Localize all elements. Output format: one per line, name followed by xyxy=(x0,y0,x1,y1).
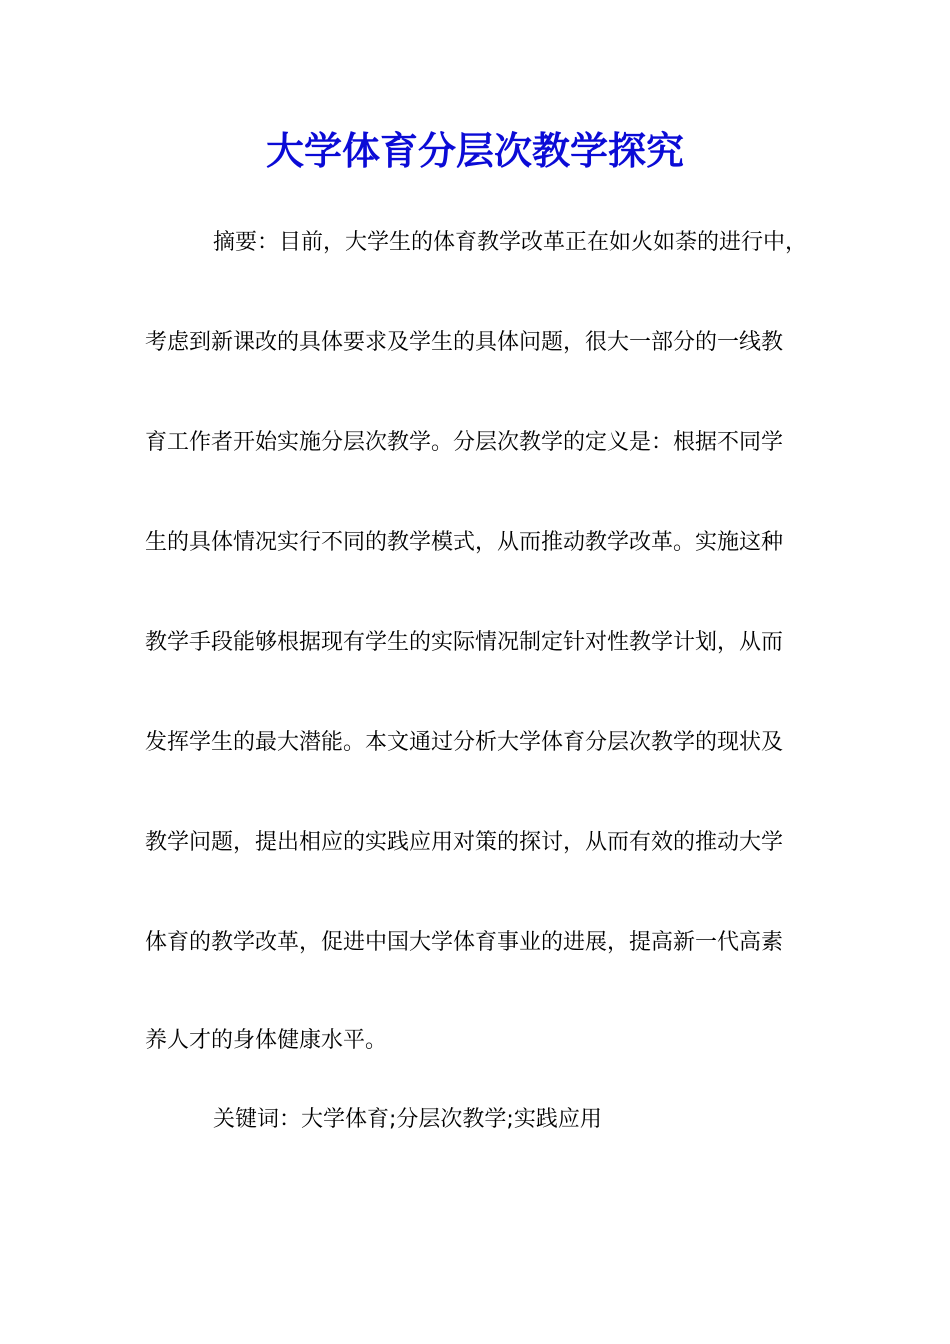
abstract-line-6: 发挥学生的最大潜能。本文通过分析大学体育分层次教学的现状及 xyxy=(145,730,784,755)
abstract-line-9: 养人才的身体健康水平。 xyxy=(145,1028,388,1053)
abstract-line-3: 育工作者开始实施分层次教学。分层次教学的定义是：根据不同学 xyxy=(145,430,784,455)
document-title: 大学体育分层次教学探究 xyxy=(265,129,684,173)
abstract-line-8: 体育的教学改革，促进中国大学体育事业的进展，提高新一代高素 xyxy=(145,930,784,955)
abstract-line-4: 生的具体情况实行不同的教学模式，从而推动教学改革。实施这种 xyxy=(145,530,784,555)
abstract-line-5: 教学手段能够根据现有学生的实际情况制定针对性教学计划，从而 xyxy=(145,630,784,655)
keywords-line: 关键词：大学体育;分层次教学;实践应用 xyxy=(213,1107,602,1132)
abstract-line-1: 摘要：目前，大学生的体育教学改革正在如火如荼的进行中， xyxy=(213,230,808,255)
abstract-line-2: 考虑到新课改的具体要求及学生的具体问题，很大一部分的一线教 xyxy=(145,330,784,355)
abstract-line-7: 教学问题，提出相应的实践应用对策的探讨，从而有效的推动大学 xyxy=(145,830,784,855)
